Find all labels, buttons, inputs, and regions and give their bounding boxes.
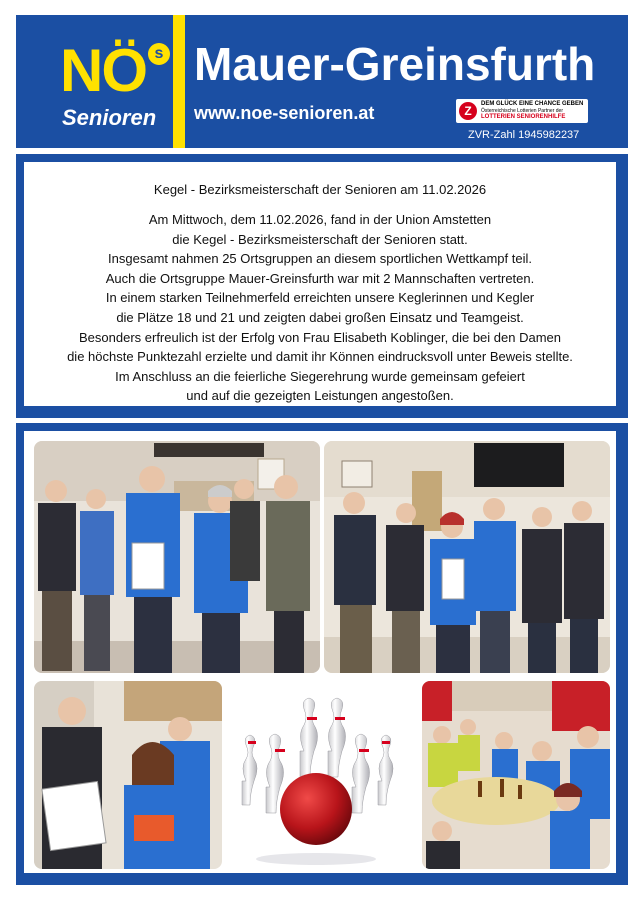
- lotterien-slogan: DEM GLÜCK EINE CHANCE GEBEN: [481, 101, 584, 107]
- article-line: und auf die gezeigten Leistungen angestoßen.: [186, 388, 454, 404]
- article-line: die Kegel - Bezirksmeisterschaft der Senioren statt.: [172, 231, 468, 247]
- article-line: die höchste Punktezahl erzielte und damit ihr Können eindrucksvoll unter Beweis stellte.: [67, 349, 573, 365]
- article-line: Im Anschluss an die feierliche Siegerehrung wurde gemeinsam gefeiert: [115, 368, 525, 384]
- header-banner: [16, 15, 628, 148]
- article-title: Kegel - Bezirksmeisterschaft der Senioren am 11.02.2026: [153, 182, 487, 197]
- group-photo-team: [324, 441, 610, 673]
- bowling-pins-illustration: [228, 681, 410, 869]
- article-line: die Plätze 18 und 21 und zeigten dabei großen Einsatz und Teamgeist.: [116, 309, 524, 325]
- article-line: Insgesamt nahmen 25 Ortsgruppen an diesem sportlichen Wettkampf teil.: [108, 251, 532, 267]
- lotterien-icon: Z: [459, 102, 477, 120]
- article-frame: [16, 154, 628, 418]
- noe-senioren-logo: [20, 19, 170, 144]
- lotterien-logo: [456, 99, 588, 123]
- photo-certificate-handover: [34, 681, 222, 869]
- logo-senioren-text: Senioren: [62, 105, 157, 130]
- photo-collage: [22, 429, 618, 875]
- lotterien-partner-text: Österreichische Lotterien Partner der: [481, 108, 563, 114]
- logo-noe-text: NÖ: [60, 37, 146, 104]
- article-body: [24, 210, 616, 406]
- article-line: Am Mittwoch, dem 11.02.2026, fand in der Union Amstetten: [148, 212, 492, 227]
- article-line: Besonders erfreulich ist der Erfolg von Frau Elisabeth Koblinger, die bei den Damen: [79, 329, 561, 345]
- article-line: In einem starken Teilnehmerfeld erreichten unsere Keglerinnen und Kegler: [105, 290, 535, 306]
- website-link[interactable]: www.noe-senioren.at: [194, 103, 375, 123]
- lotterien-name: LOTTERIEN SENIORENHILFE: [481, 114, 566, 120]
- page-title: Mauer-Greinsfurth: [194, 38, 596, 90]
- yellow-divider: [173, 15, 185, 148]
- article-line: Auch die Ortsgruppe Mauer-Greinsfurth war mit 2 Mannschaften vertreten.: [105, 270, 535, 286]
- photo-celebration-table: [422, 681, 610, 869]
- group-photo-award: [34, 441, 320, 673]
- zvr-number: ZVR-Zahl 1945982237: [468, 129, 580, 141]
- article-box: [22, 160, 618, 408]
- photo-frame: [16, 423, 628, 885]
- logo-s-circle: s: [148, 43, 170, 65]
